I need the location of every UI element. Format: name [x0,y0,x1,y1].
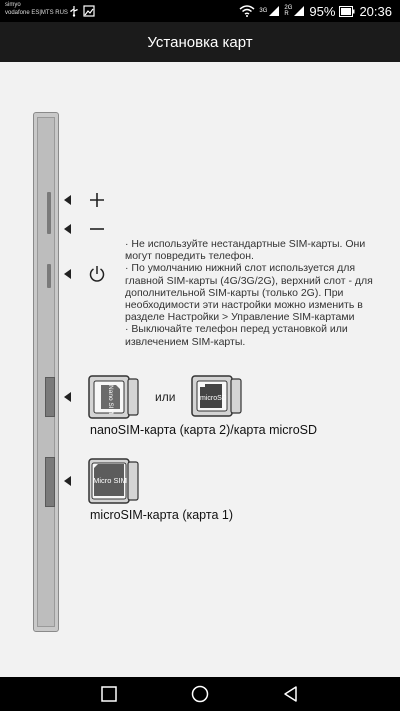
wifi-icon [239,5,255,17]
arrow-volume-up [64,195,71,205]
battery-icon [339,6,355,17]
plus-icon [89,192,105,208]
roaming-indicator: R [284,11,289,17]
card-tray-1-slot [45,457,55,507]
power-icon [88,265,106,283]
signal-icon [293,5,305,17]
volume-key [47,192,51,234]
recent-apps-icon[interactable] [99,684,119,704]
signal-icon [268,5,280,17]
battery-percent: 95% [309,3,336,19]
network-type-2: 2G [284,5,293,11]
back-icon[interactable] [281,684,301,704]
navigation-bar [0,677,400,711]
phone-side-illustration [33,112,59,632]
usb-icon [68,5,80,17]
carrier-name-1: simyo [5,2,21,8]
instruction-3: · Выключайте телефон перед установкой или извлечением SIM-карты. [125,323,348,348]
clock: 20:36 [359,3,392,19]
carrier-name-2: vodafone ES|MTS RUS [5,10,68,16]
signal-sim1 [259,5,280,17]
instruction-1: · Не используйте нестандартные SIM-карты. Они могут повредить телефон. [125,238,366,263]
network-type-1: 3G [259,8,268,14]
nano-sim-label: Nano SIM [106,384,114,414]
or-label: или [155,390,176,404]
arrow-tray-2 [64,392,71,402]
power-key [47,264,51,288]
arrow-volume-down [64,224,71,234]
micro-sim-label: Micro SIM [93,476,127,485]
status-bar [0,0,400,22]
page-title: Установка карт [147,33,253,51]
image-icon [83,5,95,17]
instructions-text [125,238,395,348]
signal-sim2 [284,5,305,17]
microsd-label: microSD [200,395,227,402]
minus-icon [89,221,105,237]
arrow-tray-1 [64,476,71,486]
content-area [0,62,400,677]
tray-1-caption: microSIM-карта (карта 1) [90,508,233,522]
arrow-power [64,269,71,279]
card-tray-2-slot [45,377,55,417]
home-icon[interactable] [190,684,210,704]
phone-side-panel [37,117,55,627]
instruction-2: · По умолчанию нижний слот используется для главной SIM-карты (4G/3G/2G), верхний слот - для дополнительной SIM-карты (только 2G). При необходимости эти настройки можно изменить в разделе Настройки > Управление SIM-картами [125,262,373,324]
title-bar [0,22,400,62]
tray-2-caption: nanoSIM-карта (карта 2)/карта microSD [90,423,318,437]
